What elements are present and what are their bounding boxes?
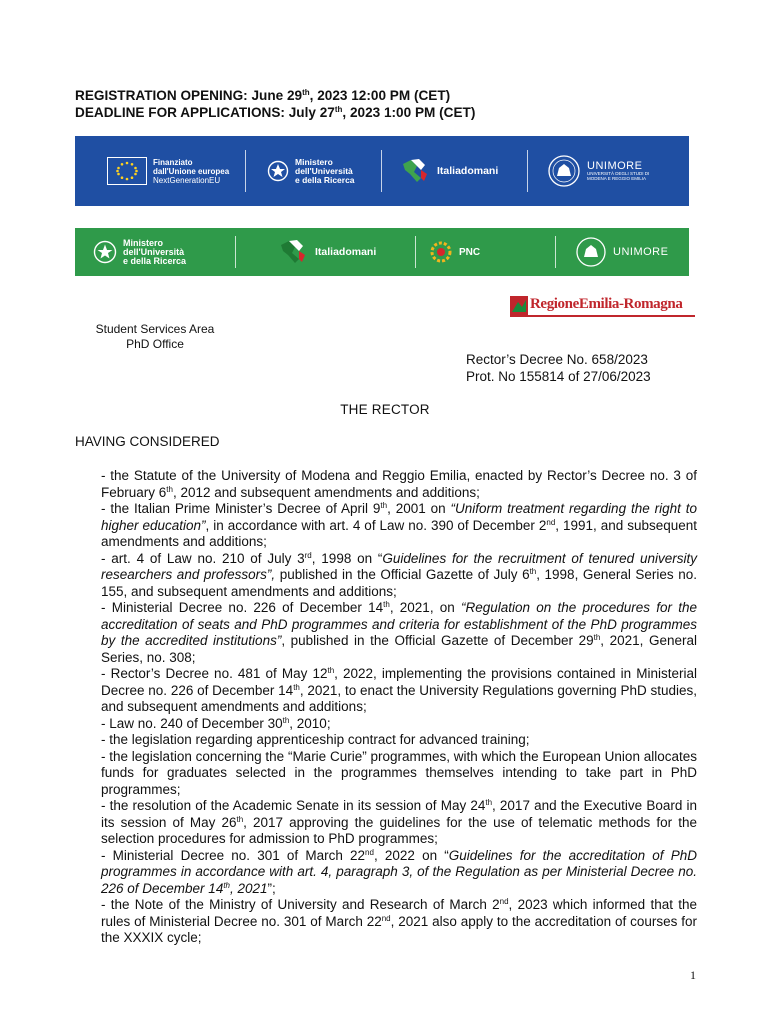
- office-area: Student Services Area: [95, 322, 215, 336]
- application-deadline: DEADLINE FOR APPLICATIONS: July 27th, 2023 1:00 PM (CET): [75, 105, 476, 120]
- divider: [555, 236, 556, 268]
- considerations-list: [101, 468, 697, 947]
- divider: [235, 236, 236, 268]
- list-item: - the legislation regarding apprenticeship contract for advanced training;: [101, 732, 530, 747]
- divider: [381, 150, 382, 192]
- list-item: - art. 4 of Law no. 210 of July 3rd, 1998 on “Guidelines for the recruitment of tenured university researchers and professors”, published in the Official Gazette of July 6th, 1998, General Series no. 155, and subsequent amendments and additions;: [101, 550, 697, 599]
- italy-map-icon: [397, 156, 431, 186]
- page-number: 1: [690, 968, 696, 982]
- eu-flag-icon: [107, 157, 147, 185]
- decree-number: Rector’s Decree No. 658/2023: [466, 352, 648, 367]
- eu-logo: Finanziato dall'Unione europea NextGenerationEU: [107, 136, 229, 206]
- funding-banner-blue: [75, 136, 689, 206]
- registration-opening: REGISTRATION OPENING: June 29th, 2023 12:00 PM (CET): [75, 88, 451, 103]
- italiadomani-logo: Italiadomani: [397, 136, 498, 206]
- funding-banner-green: [75, 228, 689, 276]
- list-item: - the Italian Prime Minister’s Decree of April 9th, 2001 on “Uniform treatment regarding the right to higher education”, in accordance with art. 4 of Law no. 390 of December 2nd, 1991, and subsequent amendments and additions;: [101, 501, 697, 549]
- list-item: - Ministerial Decree no. 226 of December 14th, 2021, on “Regulation on the procedures for the accreditation of seats and PhD programmes and criteria for establishment of the PhD programmes by the accredited institutions”, published in the Official Gazette of December 29th, 2021, General Series, no. 308;: [101, 600, 697, 665]
- divider: [415, 236, 416, 268]
- unimore-logo: UNIMORE UNIVERSITÀ DEGLI STUDI DI MODENA E REGGIO EMILIA: [547, 136, 667, 206]
- italy-map-icon: [275, 237, 309, 267]
- italian-emblem-icon: [267, 160, 289, 182]
- list-item: - the resolution of the Academic Senate in its session of May 24th, 2017 and the Executive Board in its session of May 26th, 2017 approving the guidelines for the use of telematic methods for the selection procedures for admission to PhD programmes;: [101, 798, 697, 846]
- section-heading: HAVING CONSIDERED: [75, 434, 220, 449]
- mur-logo: Ministero dell'Università e della Ricerca: [267, 136, 355, 206]
- unimore-seal-icon: [547, 154, 581, 188]
- list-item: - Ministerial Decree no. 301 of March 22nd, 2022 on “Guidelines for the accreditation of PhD programmes in accordance with art. 4, paragraph 3, of the Regulation as per Ministerial Decree no. 226 of December 14th, 2021”;: [101, 847, 697, 896]
- regione-emilia-romagna-logo: RegioneEmilia-Romagna: [510, 294, 695, 318]
- unimore-logo: UNIMORE: [575, 228, 668, 276]
- document-title: THE RECTOR: [340, 402, 430, 417]
- protocol-number: Prot. No 155814 of 27/06/2023: [466, 369, 651, 384]
- list-item: - Law no. 240 of December 30th, 2010;: [101, 715, 331, 731]
- list-item: - the Statute of the University of Modena and Reggio Emilia, enacted by Rector’s Decree no. 3 of February 6th, 2012 and subsequent amendments and additions;: [101, 468, 697, 500]
- divider: [245, 150, 246, 192]
- list-item: - the legislation concerning the “Marie Curie” programmes, with which the European Union allocates funds for graduates selected in the programmes themselves intending to take part in PhD programmes;: [101, 748, 697, 797]
- office-unit: PhD Office: [126, 337, 184, 351]
- mur-logo: Ministero dell'Università e della Ricerca: [93, 228, 186, 276]
- pnc-logo: PNC: [429, 228, 480, 276]
- italian-emblem-icon: [93, 240, 117, 264]
- list-item: - the Note of the Ministry of University and Research of March 2nd, 2023 which informed that the rules of Ministerial Decree no. 301 of March 22nd, 2021 also apply to the accreditation of courses for the XXXIX cycle;: [101, 897, 698, 945]
- divider: [527, 150, 528, 192]
- pnc-gear-icon: [429, 240, 453, 264]
- unimore-seal-icon: [575, 236, 607, 268]
- italiadomani-logo: Italiadomani: [275, 228, 376, 276]
- list-item: - Rector’s Decree no. 481 of May 12th, 2022, implementing the provisions contained in Ministerial Decree no. 226 of December 14th, 2021, to enact the University Regulations governing PhD studies, and subsequent amendments and additions;: [101, 666, 697, 714]
